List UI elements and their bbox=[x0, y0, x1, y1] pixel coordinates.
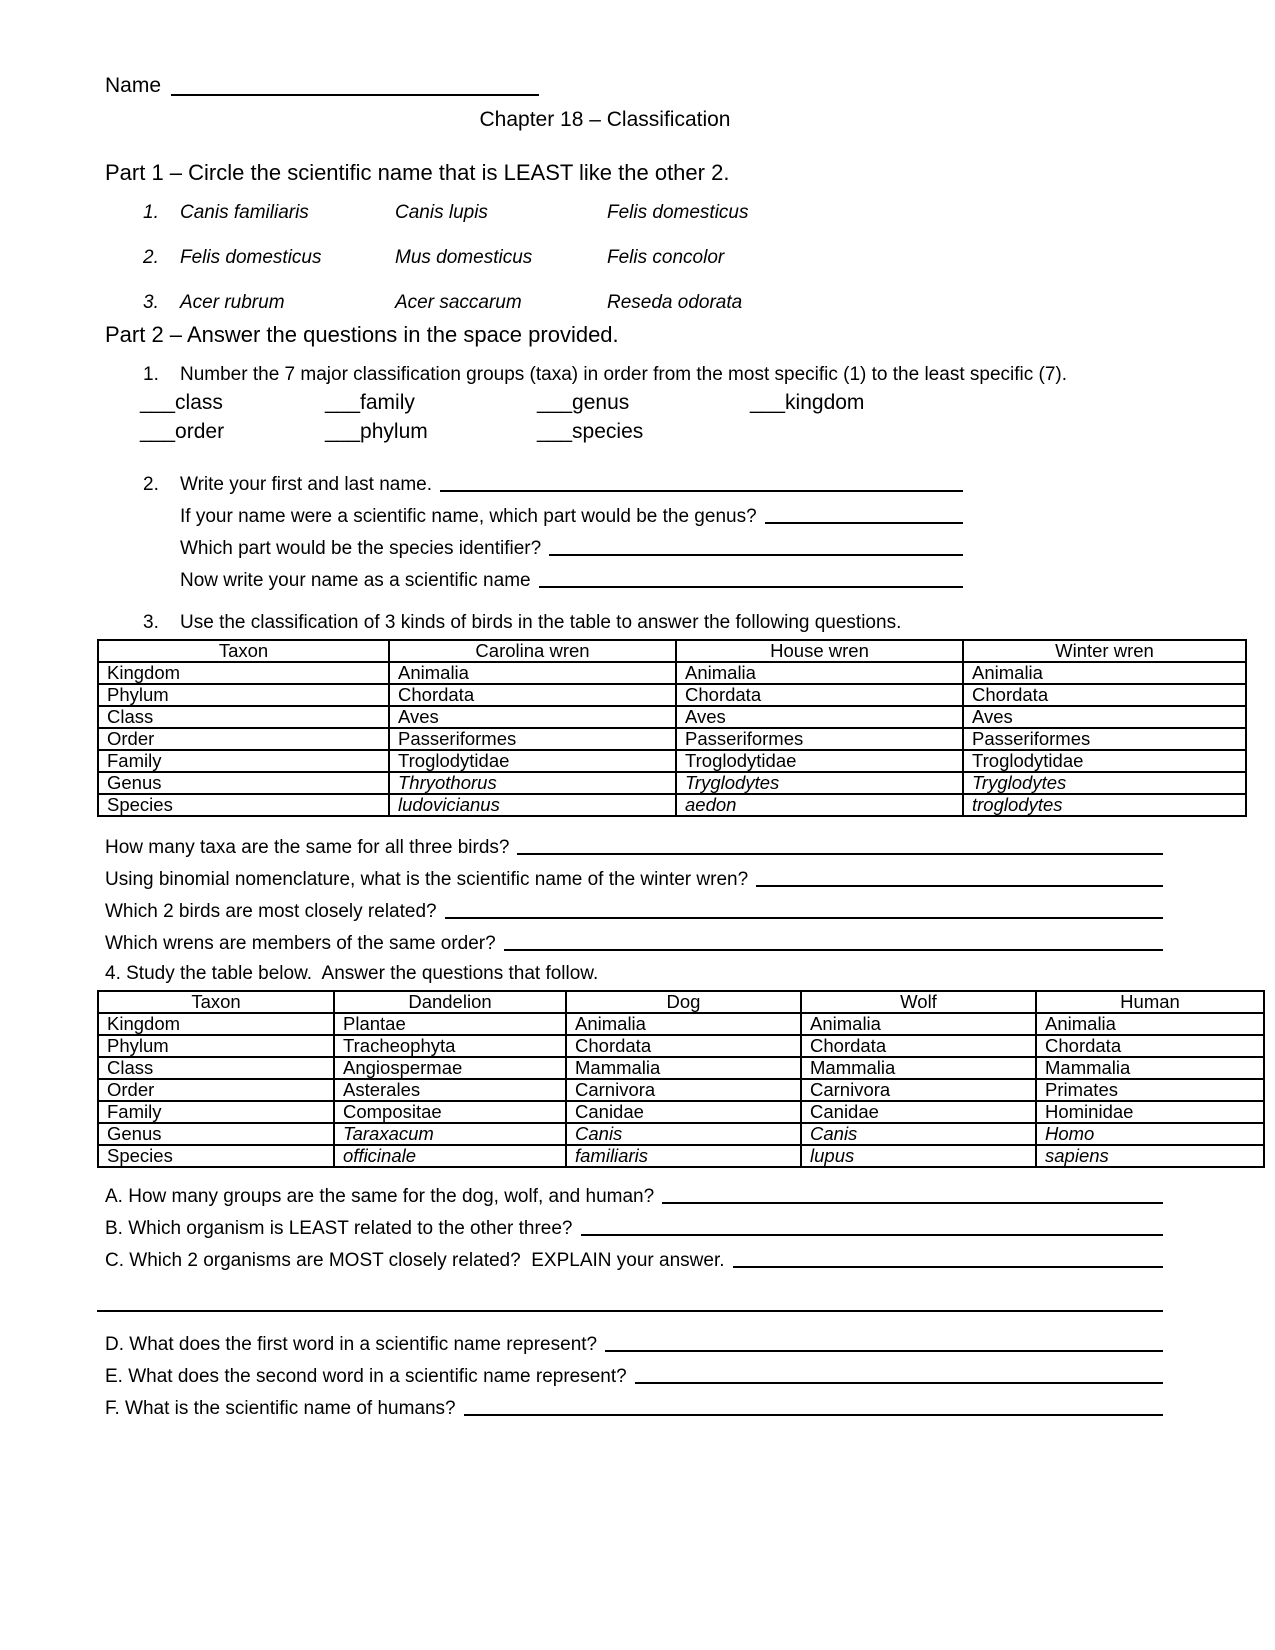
value-cell: Animalia bbox=[801, 1013, 1036, 1035]
part2-q4-intro: 4. Study the table below. Answer the questions that follow. bbox=[105, 963, 599, 984]
value-cell: Plantae bbox=[334, 1013, 566, 1035]
value-cell: Primates bbox=[1036, 1079, 1264, 1101]
answer-blank[interactable] bbox=[504, 933, 1163, 951]
question-text: Write your first and last name. bbox=[180, 474, 433, 495]
q4-question-a bbox=[105, 1186, 1163, 1208]
name-label: Name bbox=[105, 74, 162, 97]
question-text: If your name were a scientific name, which part would be the genus? bbox=[180, 506, 757, 527]
question-text: D. What does the first word in a scientific name represent? bbox=[105, 1334, 598, 1355]
answer-blank[interactable] bbox=[581, 1218, 1164, 1236]
taxon-cell: Phylum bbox=[98, 684, 389, 706]
q4-question-e bbox=[105, 1366, 1163, 1388]
question-text: Use the classification of 3 kinds of birds in the table to answer the following questions. bbox=[180, 612, 902, 633]
taxon-cell: Kingdom bbox=[98, 662, 389, 684]
scientific-name-option[interactable]: Canis familiaris bbox=[180, 202, 309, 223]
value-cell: Chordata bbox=[801, 1035, 1036, 1057]
value-cell: Taraxacum bbox=[334, 1123, 566, 1145]
item-number: 1. bbox=[143, 202, 159, 223]
part2-heading: Part 2 – Answer the questions in the space provided. bbox=[105, 322, 619, 347]
answer-blank[interactable] bbox=[605, 1334, 1163, 1352]
table-row bbox=[98, 662, 1246, 684]
scientific-name-option[interactable]: Felis domesticus bbox=[180, 247, 322, 268]
rank-blank[interactable]: ___ bbox=[140, 391, 176, 414]
q4-question-d bbox=[105, 1334, 1163, 1356]
q4-question-c bbox=[105, 1250, 1163, 1272]
item-number: 3. bbox=[143, 292, 159, 313]
taxon-cell: Genus bbox=[98, 772, 389, 794]
q4-question-b bbox=[105, 1218, 1163, 1240]
column-header: Dandelion bbox=[334, 991, 566, 1013]
answer-blank[interactable] bbox=[662, 1186, 1163, 1204]
value-cell: Compositae bbox=[334, 1101, 566, 1123]
value-cell: Tryglodytes bbox=[676, 772, 963, 794]
value-cell: Chordata bbox=[389, 684, 676, 706]
table-row bbox=[98, 750, 1246, 772]
value-cell: familiaris bbox=[566, 1145, 801, 1167]
question-text: A. How many groups are the same for the dog, wolf, and human? bbox=[105, 1186, 655, 1207]
taxon-cell: Order bbox=[98, 728, 389, 750]
question-text: F. What is the scientific name of humans? bbox=[105, 1398, 456, 1419]
question-text: Which part would be the species identifier? bbox=[180, 538, 542, 559]
value-cell: Canidae bbox=[566, 1101, 801, 1123]
taxon-word: class bbox=[175, 391, 223, 414]
taxon-cell: Species bbox=[98, 1145, 334, 1167]
taxon-cell: Family bbox=[98, 1101, 334, 1123]
taxon-word: kingdom bbox=[785, 391, 865, 414]
rank-blank[interactable]: ___ bbox=[140, 420, 176, 443]
value-cell: Animalia bbox=[389, 662, 676, 684]
question-text: C. Which 2 organisms are MOST closely related? EXPLAIN your answer. bbox=[105, 1250, 725, 1271]
scientific-name-option[interactable]: Mus domesticus bbox=[395, 247, 533, 268]
q2-line-4 bbox=[180, 570, 963, 592]
q2-line-1 bbox=[143, 474, 963, 496]
part2-q1 bbox=[143, 364, 1275, 386]
question-text: Number the 7 major classification groups (taxa) in order from the most specific (1) to the least specific (7). bbox=[180, 364, 1068, 385]
taxon-word: phylum bbox=[360, 420, 428, 443]
value-cell: lupus bbox=[801, 1145, 1036, 1167]
value-cell: Animalia bbox=[676, 662, 963, 684]
q2-line-2 bbox=[180, 506, 963, 528]
rank-blank[interactable]: ___ bbox=[537, 391, 573, 414]
question-number: 2. bbox=[143, 474, 159, 495]
bird-classification-table bbox=[97, 639, 1247, 817]
value-cell: Canidae bbox=[801, 1101, 1036, 1123]
value-cell: Animalia bbox=[1036, 1013, 1264, 1035]
column-header: Wolf bbox=[801, 991, 1036, 1013]
value-cell: Chordata bbox=[566, 1035, 801, 1057]
answer-blank[interactable] bbox=[635, 1366, 1163, 1384]
table-header-row bbox=[98, 991, 1264, 1013]
table-row bbox=[98, 1013, 1264, 1035]
scientific-name-option[interactable]: Felis domesticus bbox=[607, 202, 749, 223]
table-row bbox=[98, 728, 1246, 750]
answer-blank[interactable] bbox=[440, 474, 963, 492]
bird-question-1 bbox=[105, 837, 1163, 859]
value-cell: Aves bbox=[963, 706, 1246, 728]
taxon-word: family bbox=[360, 391, 415, 414]
organism-classification-table bbox=[97, 990, 1265, 1168]
value-cell: officinale bbox=[334, 1145, 566, 1167]
taxon-cell: Phylum bbox=[98, 1035, 334, 1057]
answer-blank[interactable] bbox=[733, 1250, 1163, 1268]
value-cell: Thryothorus bbox=[389, 772, 676, 794]
value-cell: Chordata bbox=[1036, 1035, 1264, 1057]
table-row bbox=[98, 1079, 1264, 1101]
value-cell: Chordata bbox=[676, 684, 963, 706]
table-row bbox=[98, 706, 1246, 728]
table-row bbox=[98, 1035, 1264, 1057]
table-header-row bbox=[98, 640, 1246, 662]
answer-blank[interactable] bbox=[539, 570, 963, 588]
scientific-name-option[interactable]: Acer rubrum bbox=[180, 292, 285, 313]
table-row bbox=[98, 1145, 1264, 1167]
column-header: Taxon bbox=[98, 640, 389, 662]
taxon-cell: Genus bbox=[98, 1123, 334, 1145]
scientific-name-option[interactable]: Canis lupis bbox=[395, 202, 488, 223]
value-cell: Passeriformes bbox=[963, 728, 1246, 750]
value-cell: Angiospermae bbox=[334, 1057, 566, 1079]
taxon-cell: Class bbox=[98, 1057, 334, 1079]
question-number: 1. bbox=[143, 364, 159, 385]
value-cell: Troglodytidae bbox=[676, 750, 963, 772]
value-cell: sapiens bbox=[1036, 1145, 1264, 1167]
answer-blank[interactable] bbox=[464, 1398, 1163, 1416]
table-row bbox=[98, 684, 1246, 706]
question-text: B. Which organism is LEAST related to the other three? bbox=[105, 1218, 573, 1239]
question-number: 3. bbox=[143, 612, 159, 633]
bird-question-4 bbox=[105, 933, 1163, 955]
value-cell: Canis bbox=[801, 1123, 1036, 1145]
q2-line-3 bbox=[180, 538, 963, 560]
question-text: Now write your name as a scientific name bbox=[180, 570, 531, 591]
value-cell: Troglodytidae bbox=[389, 750, 676, 772]
table-row bbox=[98, 1057, 1264, 1079]
value-cell: Asterales bbox=[334, 1079, 566, 1101]
taxon-word: species bbox=[572, 420, 644, 443]
part1-item-3 bbox=[143, 292, 1275, 314]
value-cell: Carnivora bbox=[566, 1079, 801, 1101]
scientific-name-option[interactable]: Reseda odorata bbox=[607, 292, 743, 313]
column-header: Dog bbox=[566, 991, 801, 1013]
taxon-cell: Class bbox=[98, 706, 389, 728]
value-cell: Passeriformes bbox=[389, 728, 676, 750]
taxon-word: order bbox=[175, 420, 225, 443]
part1-item-2 bbox=[143, 247, 1275, 269]
value-cell: Mammalia bbox=[566, 1057, 801, 1079]
page-title: Chapter 18 – Classification bbox=[479, 108, 731, 131]
answer-blank[interactable] bbox=[756, 869, 1163, 887]
item-number: 2. bbox=[143, 247, 159, 268]
scientific-name-option[interactable]: Felis concolor bbox=[607, 247, 725, 268]
column-header: Taxon bbox=[98, 991, 334, 1013]
question-text: Using binomial nomenclature, what is the scientific name of the winter wren? bbox=[105, 869, 749, 890]
taxon-word: genus bbox=[572, 391, 630, 414]
table-row bbox=[98, 794, 1246, 816]
answer-blank[interactable] bbox=[517, 837, 1163, 855]
table-row bbox=[98, 1123, 1264, 1145]
value-cell: Tracheophyta bbox=[334, 1035, 566, 1057]
value-cell: Troglodytidae bbox=[963, 750, 1246, 772]
value-cell: Homo bbox=[1036, 1123, 1264, 1145]
value-cell: Animalia bbox=[566, 1013, 801, 1035]
question-text: Which 2 birds are most closely related? bbox=[105, 901, 437, 922]
value-cell: Passeriformes bbox=[676, 728, 963, 750]
value-cell: Tryglodytes bbox=[963, 772, 1246, 794]
answer-blank[interactable] bbox=[445, 901, 1163, 919]
question-text: E. What does the second word in a scientific name represent? bbox=[105, 1366, 627, 1387]
question-text: How many taxa are the same for all three birds? bbox=[105, 837, 510, 858]
answer-blank[interactable] bbox=[765, 506, 963, 524]
bird-question-3 bbox=[105, 901, 1163, 923]
rank-blank[interactable]: ___ bbox=[750, 391, 786, 414]
value-cell: Chordata bbox=[963, 684, 1246, 706]
taxon-cell: Species bbox=[98, 794, 389, 816]
part1-item-1 bbox=[143, 202, 1275, 224]
value-cell: Animalia bbox=[963, 662, 1246, 684]
column-header: Carolina wren bbox=[389, 640, 676, 662]
value-cell: troglodytes bbox=[963, 794, 1246, 816]
part2-q3 bbox=[143, 612, 1275, 634]
rank-blank[interactable]: ___ bbox=[325, 420, 361, 443]
value-cell: Mammalia bbox=[801, 1057, 1036, 1079]
name-row bbox=[105, 74, 565, 98]
table-row bbox=[98, 772, 1246, 794]
rank-blank[interactable]: ___ bbox=[537, 420, 573, 443]
column-header: Human bbox=[1036, 991, 1264, 1013]
answer-blank[interactable] bbox=[549, 538, 963, 556]
value-cell: Aves bbox=[676, 706, 963, 728]
taxa-row-1 bbox=[140, 391, 1275, 415]
value-cell: Hominidae bbox=[1036, 1101, 1264, 1123]
value-cell: Mammalia bbox=[1036, 1057, 1264, 1079]
taxa-row-2 bbox=[140, 420, 1275, 444]
taxon-cell: Family bbox=[98, 750, 389, 772]
column-header: House wren bbox=[676, 640, 963, 662]
bird-question-2 bbox=[105, 869, 1163, 891]
answer-continuation-line[interactable] bbox=[97, 1272, 1163, 1312]
part1-heading: Part 1 – Circle the scientific name that is LEAST like the other 2. bbox=[105, 160, 730, 185]
value-cell: ludovicianus bbox=[389, 794, 676, 816]
value-cell: Aves bbox=[389, 706, 676, 728]
question-text: Which wrens are members of the same order? bbox=[105, 933, 496, 954]
value-cell: Canis bbox=[566, 1123, 801, 1145]
rank-blank[interactable]: ___ bbox=[325, 391, 361, 414]
column-header: Winter wren bbox=[963, 640, 1246, 662]
taxon-cell: Order bbox=[98, 1079, 334, 1101]
value-cell: aedon bbox=[676, 794, 963, 816]
scientific-name-option[interactable]: Acer saccarum bbox=[395, 292, 522, 313]
taxon-cell: Kingdom bbox=[98, 1013, 334, 1035]
q4-question-f bbox=[105, 1398, 1163, 1420]
part2-q2 bbox=[0, 474, 1275, 592]
table-row bbox=[98, 1101, 1264, 1123]
value-cell: Carnivora bbox=[801, 1079, 1036, 1101]
name-blank[interactable] bbox=[171, 74, 539, 96]
